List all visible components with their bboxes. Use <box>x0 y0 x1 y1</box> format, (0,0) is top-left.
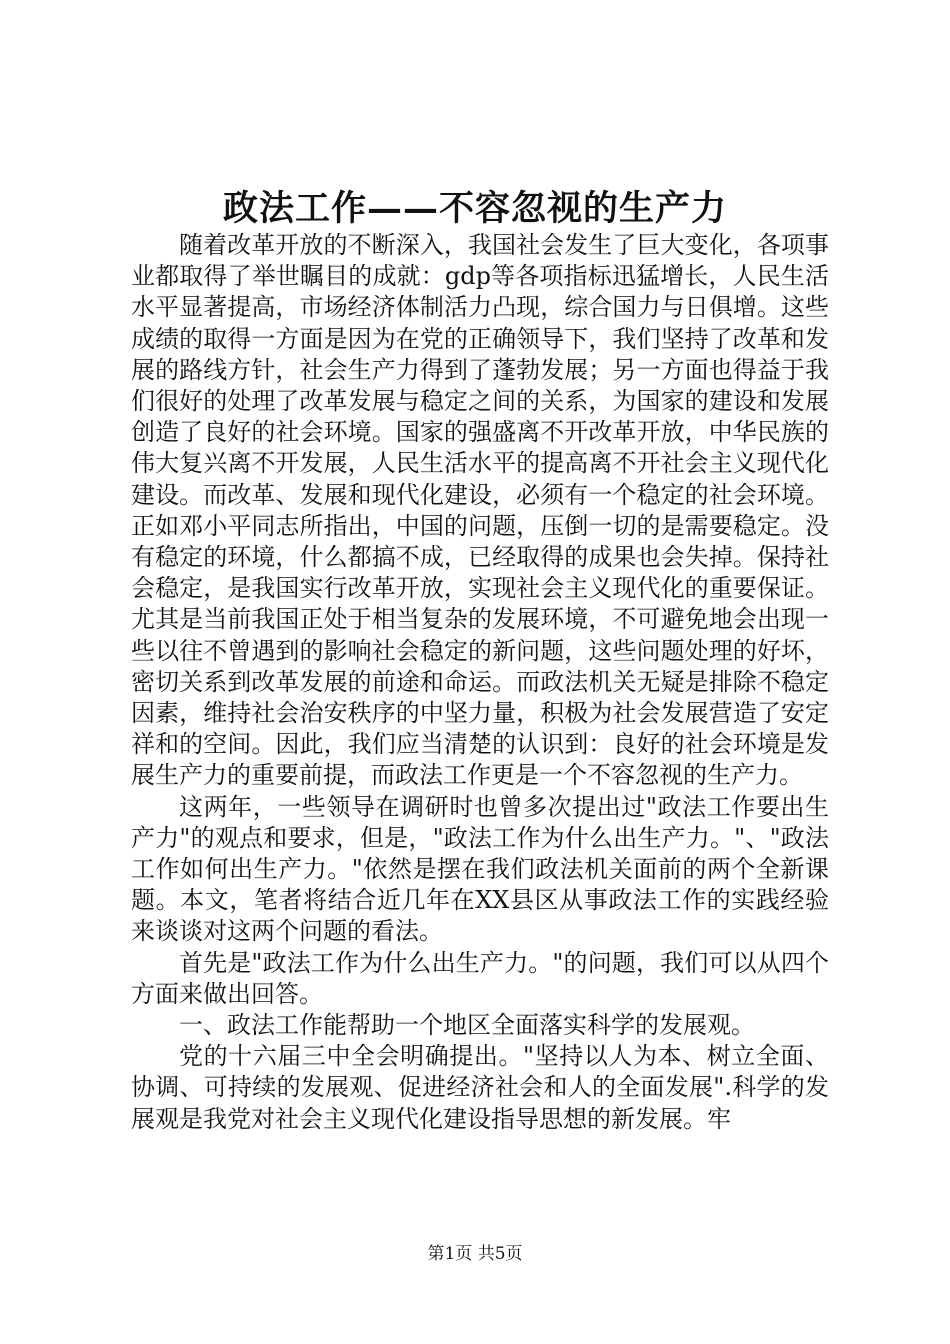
paragraph: 首先是"政法工作为什么出生产力。"的问题，我们可以从四个方面来做出回答。 <box>131 948 829 1008</box>
document-title: 政法工作——不容忽视的生产力 <box>222 188 727 229</box>
page-number: 第1页 共5页 <box>427 1244 523 1264</box>
document-body <box>131 230 829 1135</box>
paragraph: 一、政法工作能帮助一个地区全面落实科学的发展观。 <box>179 1011 755 1040</box>
paragraph: 党的十六届三中全会明确提出。"坚持以人为本、树立全面、协调、可持续的发展观、促进经济社会和人的全面发展".科学的发展观是我党对社会主义现代化建设指导思想的新发展。牢 <box>131 1042 829 1133</box>
paragraph: 这两年，一些领导在调研时也曾多次提出过"政法工作要出生产力"的观点和要求，但是，"政法工作为什么出生产力。"、"政法工作如何出生产力。"依然是摆在我们政法机关面前的两个全新课题。本文，笔者将结合近几年在XX县区从事政法工作的实践经验来谈谈对这两个问题的看法。 <box>131 792 829 946</box>
paragraph: 随着改革开放的不断深入，我国社会发生了巨大变化，各项事业都取得了举世瞩目的成就：gdp等各项指标迅猛增长，人民生活水平显著提高，市场经济体制活力凸现，综合国力与日俱增。这些成绩的取得一方面是因为在党的正确领导下，我们坚持了改革和发展的路线方针，社会生产力得到了蓬勃发展；另一方面也得益于我们很好的处理了改革发展与稳定之间的关系，为国家的建设和发展创造了良好的社会环境。国家的强盛离不开改革开放，中华民族的伟大复兴离不开发展，人民生活水平的提高离不开社会主义现代化建设。而改革、发展和现代化建设，必须有一个稳定的社会环境。正如邓小平同志所指出，中国的问题，压倒一切的是需要稳定。没有稳定的环境，什么都搞不成，已经取得的成果也会失掉。保持社会稳定，是我国实行改革开放，实现社会主义现代化的重要保证。尤其是当前我国正处于相当复杂的发展环境，不可避免地会出现一些以往不曾遇到的影响社会稳定的新问题，这些问题处理的好坏，密切关系到改革发展的前途和命运。而政法机关无疑是排除不稳定因素，维持社会治安秩序的中坚力量，积极为社会发展营造了安定祥和的空间。因此，我们应当清楚的认识到：良好的社会环境是发展生产力的重要前提，而政法工作更是一个不容忽视的生产力。 <box>131 231 829 790</box>
